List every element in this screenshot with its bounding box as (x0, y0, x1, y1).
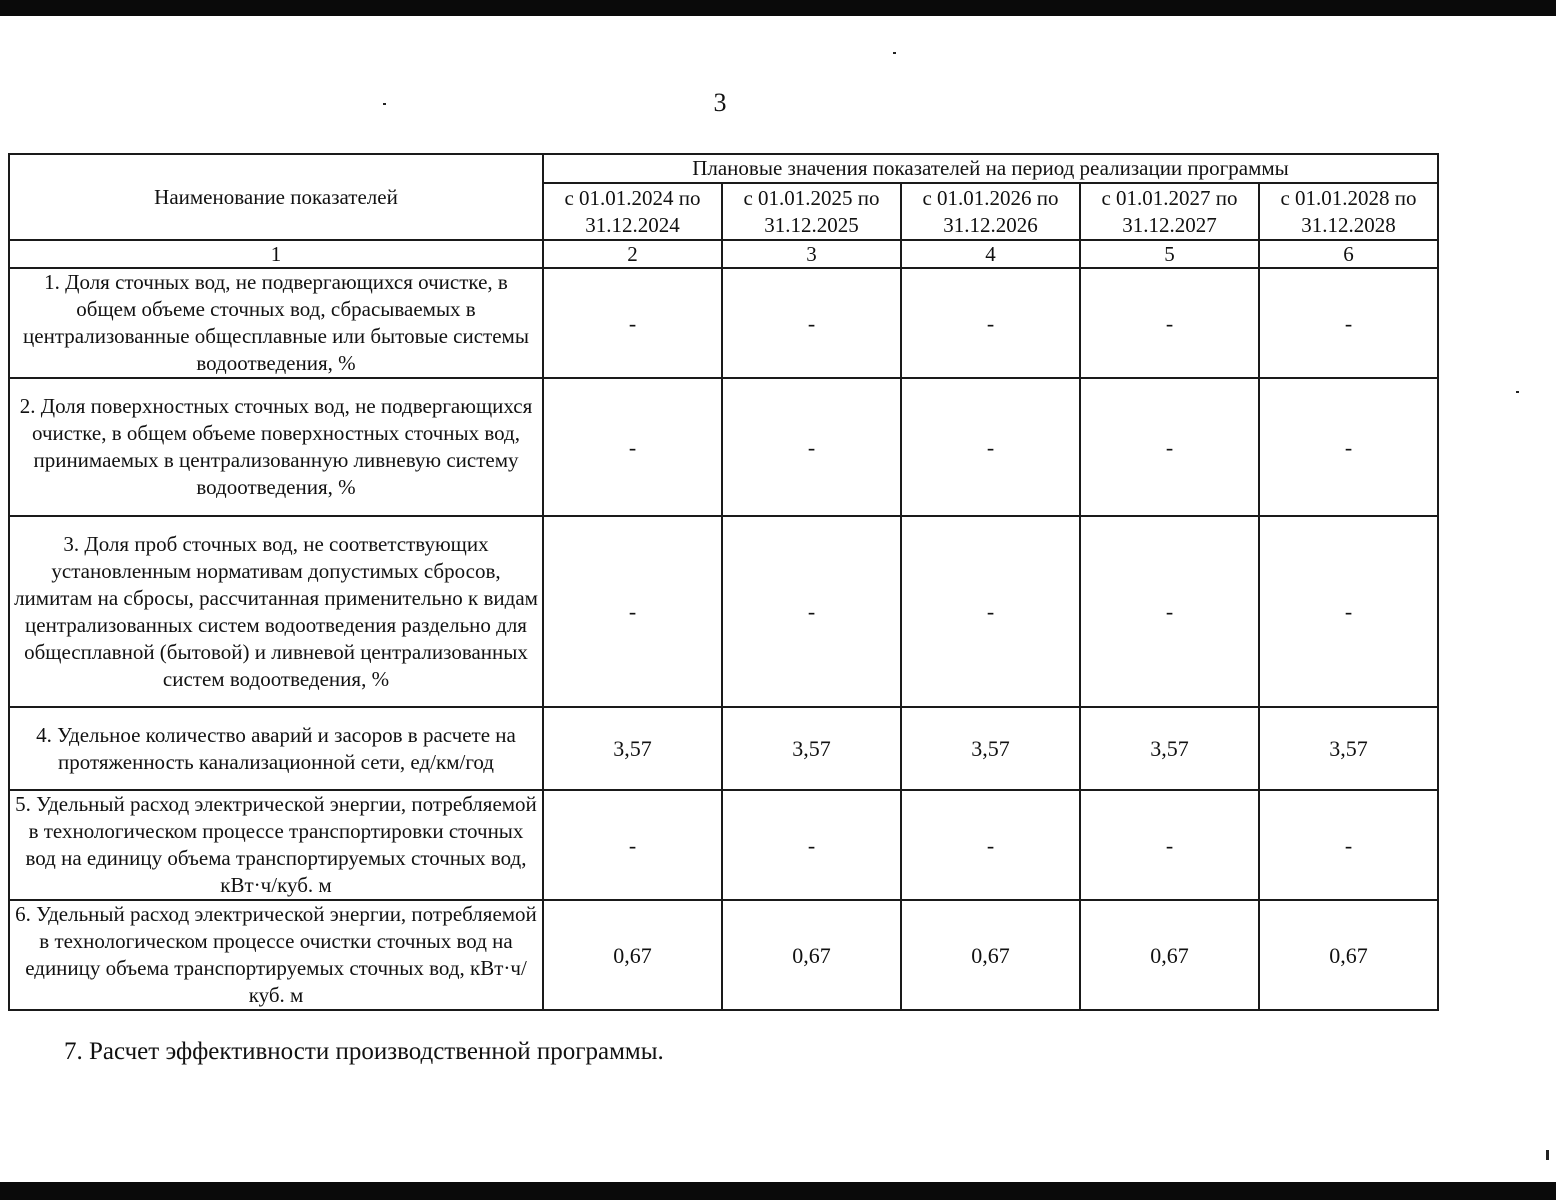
indicator-value: 0,67 (901, 900, 1080, 1010)
table-row (9, 707, 1438, 790)
indicator-name: 1. Доля сточных вод, не подвергающихся очистке, в общем объеме сточных вод, сбрасываемых в централизованные общесплавные или бытовые системы водоотведения, % (9, 268, 543, 378)
indicator-value: - (1080, 790, 1259, 900)
indicator-name: 2. Доля поверхностных сточных вод, не подвергающихся очистке, в общем объеме поверхностных сточных вод, принимаемых в централизованную ливневую систему водоотведения, % (9, 378, 543, 516)
indicator-value: - (1080, 268, 1259, 378)
indicator-value: - (1080, 516, 1259, 707)
indicator-name: 3. Доля проб сточных вод, не соответствующих установленным нормативам допустимых сбросов, лимитам на сбросы, рассчитанная применительно к видам централизованных систем водоотведения раздельно для общесплавной (бытовой) и ливневой централизованных систем водоотведения, % (9, 516, 543, 707)
column-number: 1 (9, 240, 543, 268)
indicator-value: 3,57 (901, 707, 1080, 790)
indicator-name: 4. Удельное количество аварий и засоров в расчете на протяженность канализационной сети, ед/км/год (9, 707, 543, 790)
indicator-value: 3,57 (1080, 707, 1259, 790)
table-row (9, 790, 1438, 900)
column-number: 5 (1080, 240, 1259, 268)
indicator-value: 3,57 (722, 707, 901, 790)
indicator-value: - (543, 790, 722, 900)
scan-edge-bottom (0, 1182, 1556, 1200)
scan-speck (1516, 391, 1519, 393)
indicator-value: 0,67 (543, 900, 722, 1010)
indicator-value: - (1259, 790, 1438, 900)
indicator-value: - (901, 516, 1080, 707)
section-heading: 7. Расчет эффективности производственной программы. (64, 1038, 664, 1065)
column-number-row (9, 240, 1438, 268)
indicator-value: - (722, 378, 901, 516)
indicator-value: 3,57 (543, 707, 722, 790)
indicator-value: 3,57 (1259, 707, 1438, 790)
column-number: 3 (722, 240, 901, 268)
indicator-value: - (1080, 378, 1259, 516)
indicator-name: 5. Удельный расход электрической энергии, потребляемой в технологическом процессе транспортировки сточных вод на единицу объема транспортируемых сточных вод, кВт·ч/куб. м (9, 790, 543, 900)
scan-edge-top (0, 0, 1556, 16)
table-row (9, 516, 1438, 707)
indicator-value: 0,67 (722, 900, 901, 1010)
indicator-value: - (1259, 516, 1438, 707)
scan-speck (893, 52, 896, 54)
table-header-row (9, 154, 1438, 183)
indicator-value: - (543, 516, 722, 707)
header-period: с 01.01.2026 по 31.12.2026 (901, 183, 1080, 240)
indicators-table (8, 153, 1439, 1011)
header-indicator-name: Наименование показателей (9, 154, 543, 240)
table-row (9, 900, 1438, 1010)
column-number: 6 (1259, 240, 1438, 268)
indicator-value: 0,67 (1259, 900, 1438, 1010)
indicator-value: - (901, 268, 1080, 378)
header-period: с 01.01.2024 по 31.12.2024 (543, 183, 722, 240)
table-row (9, 268, 1438, 378)
indicator-value: 0,67 (1080, 900, 1259, 1010)
indicator-value: - (1259, 268, 1438, 378)
header-planned-values: Плановые значения показателей на период реализации программы (543, 154, 1438, 183)
column-number: 2 (543, 240, 722, 268)
indicator-value: - (1259, 378, 1438, 516)
page-number: 3 (713, 88, 727, 117)
indicator-value: - (543, 378, 722, 516)
header-period: с 01.01.2025 по 31.12.2025 (722, 183, 901, 240)
indicator-value: - (722, 516, 901, 707)
header-period: с 01.01.2028 по 31.12.2028 (1259, 183, 1438, 240)
column-number: 4 (901, 240, 1080, 268)
indicator-value: - (543, 268, 722, 378)
table-row (9, 378, 1438, 516)
indicator-value: - (901, 790, 1080, 900)
indicator-value: - (901, 378, 1080, 516)
header-period: с 01.01.2027 по 31.12.2027 (1080, 183, 1259, 240)
scan-speck (383, 103, 386, 105)
indicator-value: - (722, 790, 901, 900)
indicator-value: - (722, 268, 901, 378)
scan-speck (1546, 1150, 1549, 1160)
indicator-name: 6. Удельный расход электрической энергии, потребляемой в технологическом процессе очистки сточных вод на единицу объема транспортируемых сточных вод, кВт·ч/куб. м (9, 900, 543, 1010)
